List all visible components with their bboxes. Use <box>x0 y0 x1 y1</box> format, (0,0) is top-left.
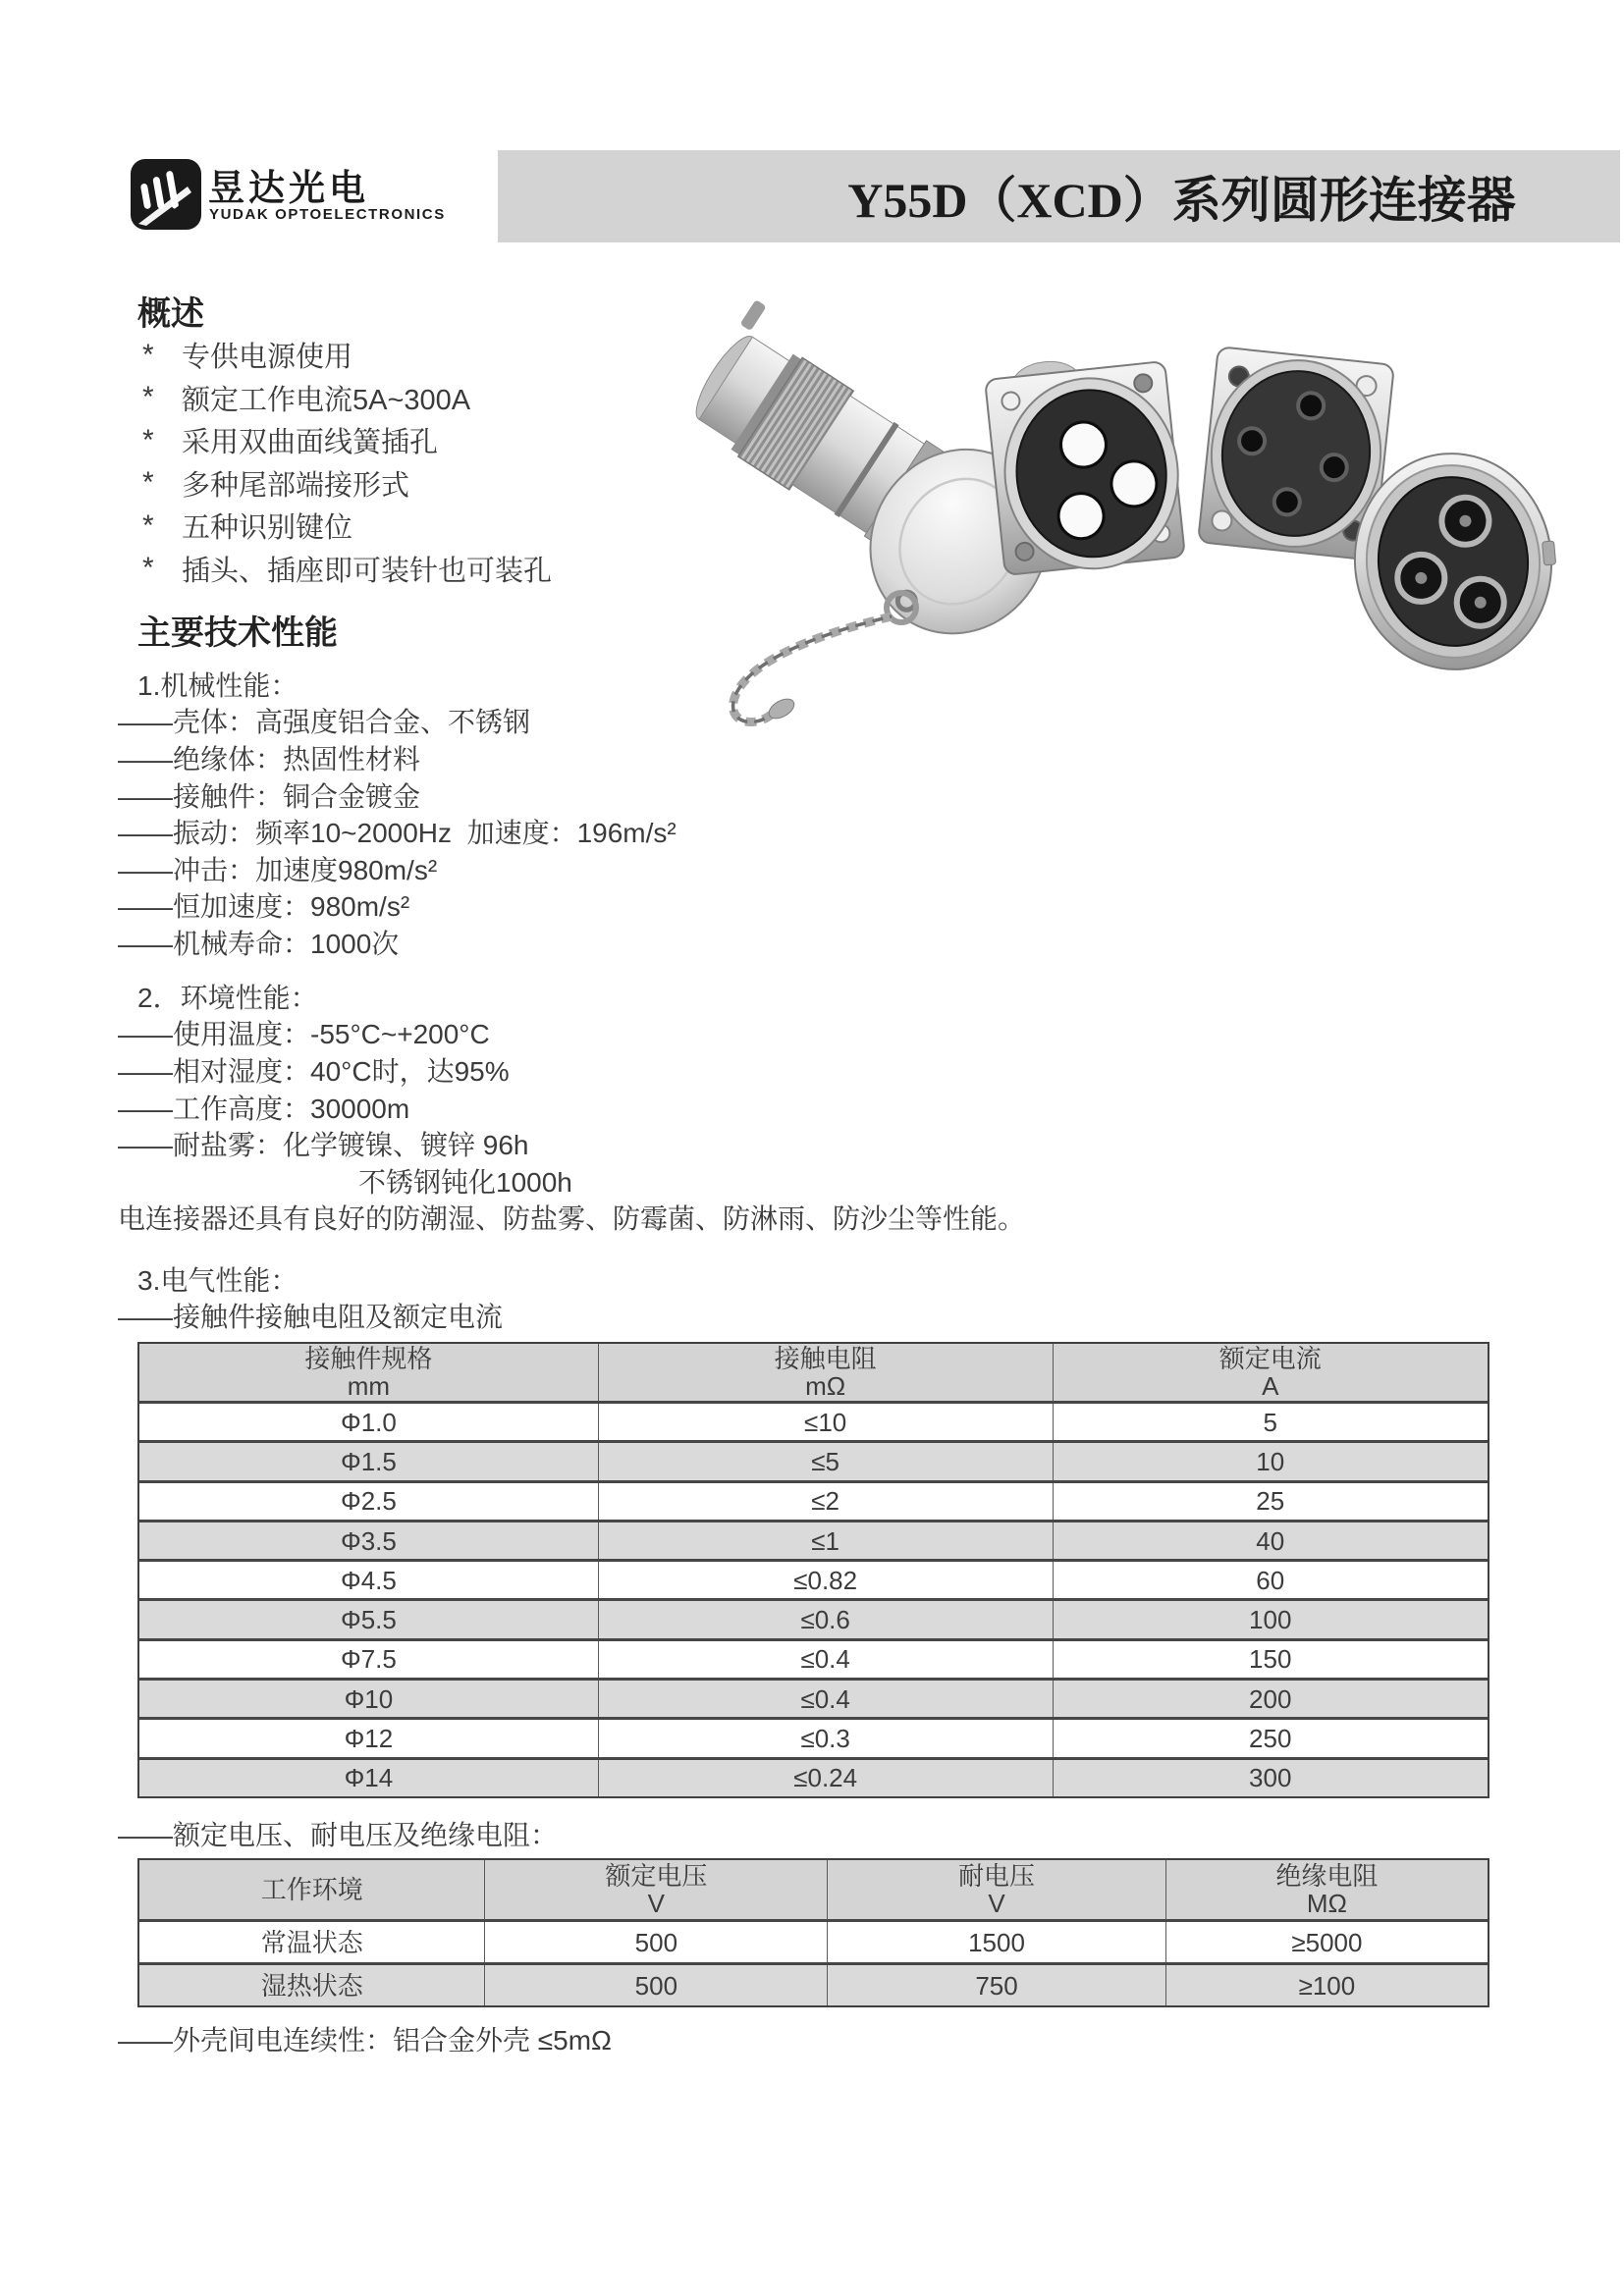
spec-line: ——振动：频率10~2000Hz 加速度：196m/s² <box>118 818 677 849</box>
table-row <box>139 1520 1488 1559</box>
table-header-row <box>139 1344 1488 1401</box>
table-row <box>139 1401 1488 1440</box>
spec-line: ——绝缘体：热固性材料 <box>118 743 421 774</box>
table-cell: 25 <box>1053 1483 1488 1520</box>
table-header-cell: 绝缘电阻 MΩ <box>1165 1860 1488 1919</box>
table-cell: ≤0.4 <box>598 1681 1053 1717</box>
asterisk-bullet-icon: * <box>142 381 154 414</box>
tech-heading: 主要技术性能 <box>137 614 338 652</box>
table-header-cell: 接触件规格 mm <box>304 1344 433 1401</box>
spec-line: ——相对湿度：40°C时，达95% <box>118 1055 510 1087</box>
table-cell: 5 <box>1053 1404 1488 1440</box>
table-cell: ≥5000 <box>1165 1922 1488 1962</box>
environment-performance-block <box>118 978 1025 1236</box>
table-cell: 250 <box>1053 1720 1488 1756</box>
mechanical-performance-block <box>118 666 677 961</box>
spec-line: ——工作高度：30000m <box>118 1093 410 1124</box>
table-header-cell: 额定电流 A <box>1053 1344 1488 1401</box>
table-cell: 150 <box>1053 1641 1488 1678</box>
table-row <box>139 1638 1488 1678</box>
table-cell: Φ4.5 <box>340 1565 397 1595</box>
table-row <box>139 1919 1488 1962</box>
table-cell: ≤10 <box>598 1404 1053 1440</box>
spec-line: ——耐盐雾：化学镀镍、镀锌 96h <box>118 1130 529 1161</box>
table-cell: ≤2 <box>598 1483 1053 1520</box>
asterisk-bullet-icon: * <box>142 338 154 371</box>
cap-ring-icon <box>887 593 916 622</box>
asterisk-bullet-icon: * <box>142 508 154 542</box>
table-row <box>139 1962 1488 2005</box>
table-cell: ≥100 <box>1165 1965 1488 2005</box>
table-cell: Φ3.5 <box>340 1525 397 1556</box>
voltage-table-caption-block <box>118 1815 558 1852</box>
table-cell: ≤5 <box>598 1443 1053 1479</box>
env-title: 2．环境性能： <box>137 982 318 1013</box>
table-cell: 500 <box>484 1965 827 2005</box>
list-item: * 额定工作电流5A~300A <box>142 381 471 416</box>
table-row <box>139 1757 1488 1796</box>
table-cell: Φ1.5 <box>340 1446 397 1476</box>
table-row <box>139 1559 1488 1598</box>
table-cell: 40 <box>1053 1522 1488 1559</box>
chain-icon <box>733 616 892 722</box>
table-row <box>139 1717 1488 1756</box>
table-cell: ≤0.6 <box>598 1601 1053 1637</box>
env-note: 电连接器还具有良好的防潮湿、防盐雾、防霉菌、防淋雨、防沙尘等性能。 <box>118 1203 1026 1235</box>
logo-company-name: 昱达光电 <box>208 168 369 208</box>
table-cell: 60 <box>1053 1562 1488 1598</box>
plug-with-cap-image <box>654 297 1083 722</box>
receptacle-3-holes-image <box>984 349 1187 578</box>
asterisk-bullet-icon: * <box>142 466 154 500</box>
table-cell: Φ5.5 <box>340 1605 397 1635</box>
spec-line: ——壳体：高强度铝合金、不锈钢 <box>118 707 531 738</box>
yudak-logo-icon <box>131 159 201 230</box>
table-header-cell: 额定电压 V <box>484 1860 827 1919</box>
overview-bullet-list <box>142 334 552 590</box>
page-title: Y55D（XCD）系列圆形连接器 <box>847 173 1516 228</box>
table-cell: 常温状态 <box>260 1927 363 1957</box>
overview-heading: 概述 <box>137 295 204 333</box>
list-item: * 五种识别键位 <box>142 508 353 545</box>
table-cell: ≤0.3 <box>598 1720 1053 1756</box>
table-row <box>139 1480 1488 1520</box>
asterisk-bullet-icon: * <box>142 552 154 585</box>
spec-line: ——接触件：铜合金镀金 <box>118 780 421 812</box>
table-cell: ≤0.4 <box>598 1641 1053 1678</box>
elec-title: 3.电气性能： <box>137 1264 298 1296</box>
table-cell: ≤1 <box>598 1522 1053 1559</box>
spec-line: ——机械寿命：1000次 <box>118 928 400 959</box>
spec-line: ——冲击：加速度980m/s² <box>118 854 438 885</box>
table-row <box>139 1440 1488 1479</box>
list-item: * 采用双曲面线簧插孔 <box>142 423 439 459</box>
table-cell: 750 <box>827 1965 1165 2005</box>
table-header-row <box>139 1860 1488 1919</box>
title-bar <box>498 150 1620 242</box>
mech-title: 1.机械性能： <box>137 669 298 701</box>
receptacle-4-contacts-image <box>1198 347 1394 561</box>
table-cell: Φ12 <box>344 1724 394 1754</box>
table-cell: ≤0.24 <box>598 1760 1053 1796</box>
spec-line-continued: 不锈钢钝化1000h <box>358 1166 572 1198</box>
table-cell: 300 <box>1053 1760 1488 1796</box>
table-cell: Φ2.5 <box>340 1486 397 1517</box>
shell-continuity-note: ——外壳间电连续性：铝合金外壳 ≤5mΩ <box>118 2024 612 2056</box>
round-insert-3-contacts-image <box>1346 445 1564 677</box>
spec-line: ——恒加速度：980m/s² <box>118 891 410 923</box>
table-header-cell: 接触电阻 mΩ <box>598 1344 1053 1401</box>
table-cell: 500 <box>484 1922 827 1962</box>
elec-subtitle: ——接触件接触电阻及额定电流 <box>118 1302 504 1333</box>
voltage-insulation-table <box>137 1858 1489 2007</box>
table-cell: Φ10 <box>344 1683 394 1714</box>
table-row <box>139 1598 1488 1637</box>
table-header-cell: 耐电压 V <box>827 1860 1165 1919</box>
table-cell: 10 <box>1053 1443 1488 1479</box>
contact-resistance-table <box>137 1342 1489 1798</box>
list-item: * 多种尾部端接形式 <box>142 466 410 502</box>
asterisk-bullet-icon: * <box>142 423 154 456</box>
list-item: * 插头、插座即可装针也可装孔 <box>142 552 553 587</box>
table-cell: Φ7.5 <box>340 1644 397 1675</box>
table-cell: 100 <box>1053 1601 1488 1637</box>
spec-line: ——使用温度：-55°C~+200°C <box>118 1019 490 1050</box>
table-header-cell: 工作环境 <box>260 1875 363 1904</box>
table-row <box>139 1678 1488 1717</box>
table2-caption: ——额定电压、耐电压及绝缘电阻： <box>118 1819 559 1850</box>
electrical-performance-block <box>118 1260 503 1334</box>
shell-continuity-block <box>118 2020 612 2057</box>
table-cell: 200 <box>1053 1681 1488 1717</box>
table-cell: ≤0.82 <box>598 1562 1053 1598</box>
list-item: * 专供电源使用 <box>142 338 353 374</box>
logo-company-name-en: YUDAK OPTOELECTRONICS <box>209 206 446 223</box>
product-photo <box>638 267 1620 738</box>
table-cell: Φ14 <box>344 1763 394 1793</box>
table-cell: 湿热状态 <box>260 1970 363 2001</box>
table-cell: Φ1.0 <box>340 1407 397 1437</box>
table-cell: 1500 <box>827 1922 1165 1962</box>
